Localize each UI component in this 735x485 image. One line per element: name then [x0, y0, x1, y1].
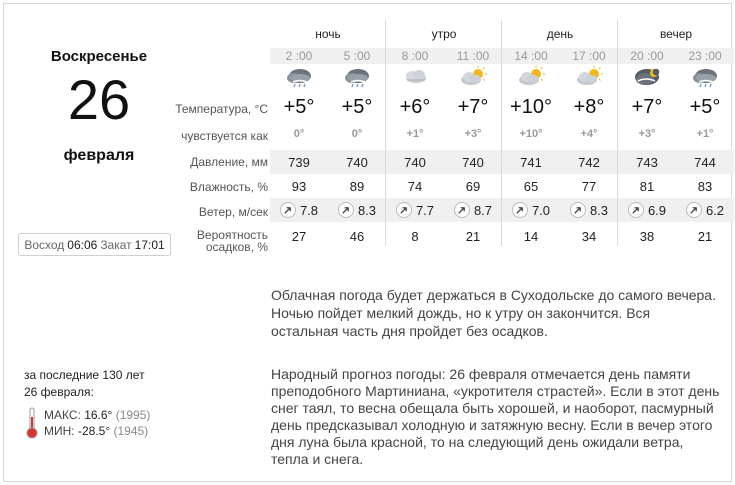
- forecast-humidity: 81: [639, 179, 655, 194]
- forecast-humidity: 69: [465, 179, 481, 194]
- forecast-temp: +6°: [399, 96, 431, 118]
- forecast-column: [676, 20, 734, 246]
- forecast-column: [270, 20, 328, 246]
- wind-speed: 7.8: [299, 202, 319, 218]
- forecast-feels: +3°: [638, 128, 656, 140]
- partly-cloudy-icon: [516, 66, 546, 88]
- wind-direction-icon: [686, 202, 702, 218]
- weather-card: [3, 3, 732, 482]
- history: [24, 367, 184, 401]
- cloud-rain-icon: [342, 66, 372, 88]
- forecast-precip: 46: [349, 229, 365, 244]
- forecast-time: 5 :00: [343, 49, 371, 63]
- cloud-rain-icon: [284, 66, 314, 88]
- wind-speed: 6.9: [647, 202, 667, 218]
- forecast-temp: +7°: [457, 96, 489, 118]
- min-label: МИН:: [44, 424, 75, 438]
- forecast-feels: +10°: [519, 128, 543, 140]
- forecast-pressure: 743: [636, 155, 658, 170]
- forecast-feels: +3°: [464, 128, 482, 140]
- forecast-wind: [560, 202, 618, 218]
- sunrise-sunset: [18, 233, 171, 256]
- thermometer-icon: [26, 407, 38, 439]
- day-number: 26: [67, 68, 131, 131]
- weather-description: Облачная погода будет держаться в Суходольске до самого вечера. Ночью пойдет мелкий дождь, но к утру он закончится. Вся остальная часть дня пройдет без осадков.: [271, 287, 716, 339]
- forecast-wind: [386, 202, 444, 218]
- forecast-wind: [328, 202, 386, 218]
- forecast-precip: 14: [523, 229, 539, 244]
- forecast-feels: +1°: [406, 128, 424, 140]
- min-value: -28.5°: [77, 424, 111, 438]
- forecast-humidity: 83: [697, 179, 713, 194]
- forecast-precip: 34: [581, 229, 597, 244]
- forecast-wind: [270, 202, 328, 218]
- wind-direction-icon: [454, 202, 470, 218]
- period-evening: вечер: [659, 27, 693, 41]
- cloud-icon: [400, 66, 430, 88]
- cloud-rain-icon: [690, 66, 720, 88]
- label-humidity: Влажность, %: [189, 180, 268, 194]
- sunrise-time: 06:06: [67, 237, 98, 252]
- history-line1: за последние 130 лет: [24, 368, 145, 382]
- max-year: (1995): [115, 408, 151, 422]
- forecast-humidity: 65: [523, 179, 539, 194]
- forecast-humidity: 89: [349, 179, 365, 194]
- wind-speed: 7.7: [415, 202, 435, 218]
- label-precip-line1: Вероятность: [196, 228, 268, 242]
- forecast-pressure: 740: [346, 155, 368, 170]
- forecast-feels: +4°: [580, 128, 598, 140]
- forecast-wind: [676, 202, 734, 218]
- partly-cloudy-icon: [458, 66, 488, 88]
- forecast-precip: 8: [411, 229, 419, 244]
- forecast-temp: +5°: [689, 96, 721, 118]
- forecast-pressure: 742: [578, 155, 600, 170]
- forecast-temp: +7°: [631, 96, 663, 118]
- forecast-pressure: 744: [694, 155, 716, 170]
- label-precip-line2: осадков, %: [205, 240, 268, 254]
- forecast-time: 23 :00: [688, 49, 722, 63]
- sunset-time: 17:01: [134, 237, 165, 252]
- forecast-feels: +1°: [696, 128, 714, 140]
- forecast-time: 20 :00: [630, 49, 664, 63]
- wind-speed: 8.3: [589, 202, 609, 218]
- forecast-column: [618, 20, 676, 246]
- forecast-time: 17 :00: [572, 49, 606, 63]
- forecast-column: [560, 20, 618, 246]
- forecast-column: [444, 20, 502, 246]
- max-label: МАКС:: [44, 408, 81, 422]
- wind-speed: 7.0: [531, 202, 551, 218]
- forecast-time: 14 :00: [514, 49, 548, 63]
- forecast-column: [386, 20, 444, 246]
- forecast-temp: +5°: [283, 96, 315, 118]
- sunrise-label: Восход: [24, 237, 65, 252]
- forecast-pressure: 741: [520, 155, 542, 170]
- period-day: день: [546, 27, 574, 41]
- history-values: [44, 407, 150, 439]
- weekday: Воскресенье: [50, 48, 148, 65]
- folk-forecast: [271, 366, 721, 468]
- forecast-feels: 0°: [293, 128, 305, 140]
- night-cloud-icon: [632, 66, 662, 88]
- folk-forecast-text: 26 февраля отмечается день памяти преподобного Мартиниана, «укротителя страстей». Если в этот день снег таял, то весна обещала быть хорошей, и наоборот, пасмурный день предсказывал холодную и затяжную весну. Если в вечер этого дня луна была красной, то на следующий день ожидали ветра, тепла и снега.: [271, 366, 720, 467]
- history-line2: 26 февраля:: [24, 385, 94, 399]
- forecast-humidity: 93: [291, 179, 307, 194]
- forecast-column: [328, 20, 386, 246]
- forecast-wind: [444, 202, 502, 218]
- forecast-wind: [502, 202, 560, 218]
- forecast-precip: 38: [639, 229, 655, 244]
- forecast-time: 2 :00: [285, 49, 313, 63]
- wind-direction-icon: [570, 202, 586, 218]
- forecast-temp: +5°: [341, 96, 373, 118]
- wind-direction-icon: [628, 202, 644, 218]
- forecast-pressure: 740: [404, 155, 426, 170]
- history-min: [44, 423, 150, 439]
- label-pressure: Давление, мм: [190, 155, 268, 169]
- wind-speed: 8.3: [357, 202, 377, 218]
- label-temperature: Температура, °C: [175, 102, 268, 116]
- wind-direction-icon: [338, 202, 354, 218]
- period-morning: утро: [431, 27, 457, 41]
- partly-cloudy-icon: [574, 66, 604, 88]
- forecast-humidity: 74: [407, 179, 423, 194]
- forecast-time: 8 :00: [401, 49, 429, 63]
- wind-direction-icon: [512, 202, 528, 218]
- sunset-label: Закат: [100, 237, 132, 252]
- forecast-wind: [618, 202, 676, 218]
- label-precip: [197, 229, 268, 253]
- forecast-precip: 27: [291, 229, 307, 244]
- label-wind: Ветер, м/сек: [198, 205, 268, 219]
- wind-direction-icon: [280, 202, 296, 218]
- forecast-temp: +10°: [510, 96, 552, 118]
- history-max: [44, 407, 150, 423]
- forecast-feels: 0°: [351, 128, 363, 140]
- label-feels-like: чувствуется как: [181, 129, 268, 143]
- forecast-column: [502, 20, 560, 246]
- month: февраля: [63, 147, 135, 164]
- forecast-precip: 21: [465, 229, 481, 244]
- period-night: ночь: [315, 27, 341, 41]
- wind-speed: 8.7: [473, 202, 493, 218]
- forecast-temp: +8°: [573, 96, 605, 118]
- forecast-precip: 21: [697, 229, 713, 244]
- min-year: (1945): [113, 424, 149, 438]
- wind-speed: 6.2: [705, 202, 725, 218]
- wind-direction-icon: [396, 202, 412, 218]
- max-value: 16.6°: [84, 408, 113, 422]
- forecast-pressure: 740: [462, 155, 484, 170]
- forecast-time: 11 :00: [456, 49, 490, 63]
- folk-forecast-label: Народный прогноз погоды:: [271, 366, 446, 382]
- forecast-humidity: 77: [581, 179, 597, 194]
- forecast-pressure: 739: [288, 155, 310, 170]
